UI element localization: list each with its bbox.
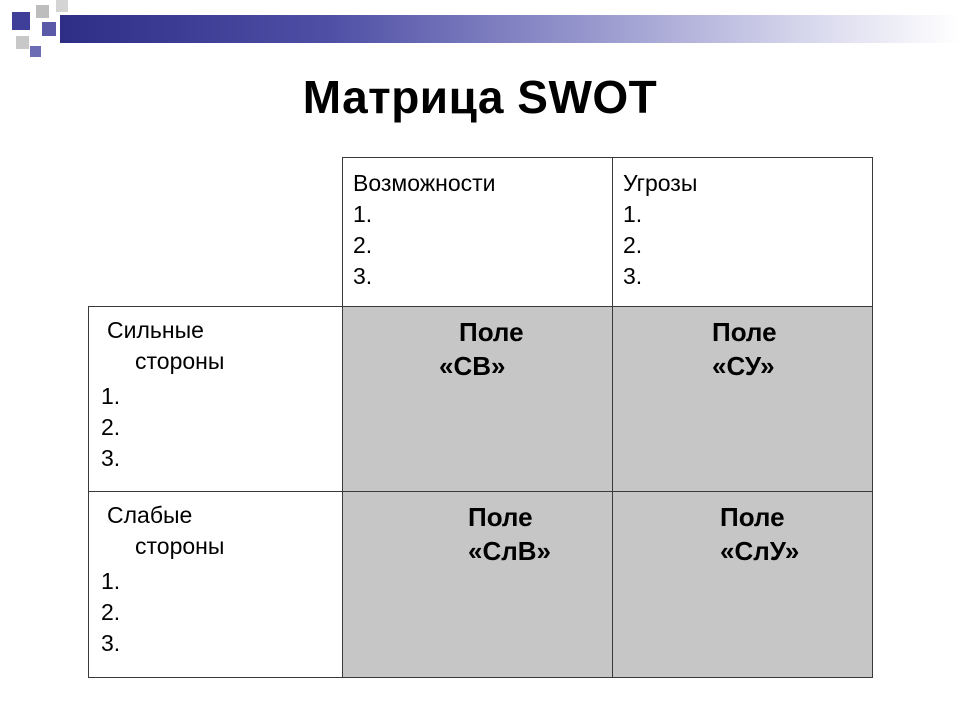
strengths-row-cell (88, 306, 343, 492)
field-su-cell (612, 306, 873, 492)
decor-square-grey (16, 36, 29, 49)
strengths-label-line2: стороны (135, 348, 225, 374)
list-item: 3. (623, 263, 643, 289)
strengths-label-line1: Сильные (107, 317, 204, 343)
list-item: 3. (353, 263, 373, 289)
list-item: 2. (353, 232, 373, 258)
field-slu-line1: Поле (720, 502, 785, 532)
threats-label: Угрозы (623, 170, 698, 196)
list-item: 1. (623, 201, 643, 227)
list-item: 3. (101, 445, 121, 471)
field-sv-line1: Поле (459, 317, 524, 347)
list-item: 1. (353, 201, 373, 227)
decor-square-blue (12, 12, 30, 30)
decor-square-grey (36, 5, 49, 18)
decor-square-blue (42, 22, 56, 36)
field-slv-line1: Поле (468, 502, 533, 532)
threats-header-cell (612, 157, 873, 307)
page-title: Матрица SWOT (302, 71, 658, 123)
field-slv-cell (342, 491, 613, 678)
weaknesses-label-line1: Слабые (107, 502, 193, 528)
list-item: 2. (623, 232, 643, 258)
field-slu-line2: «СлУ» (720, 536, 800, 566)
opportunities-list (353, 199, 612, 292)
list-item: 1. (101, 383, 121, 409)
list-item: 1. (101, 568, 121, 594)
field-su-line2: «СУ» (712, 351, 775, 381)
field-slu-cell (612, 491, 873, 678)
field-slv-line2: «СлВ» (468, 536, 551, 566)
strengths-list (101, 381, 342, 474)
list-item: 2. (101, 599, 121, 625)
field-su-line1: Поле (712, 317, 777, 347)
list-item: 2. (101, 414, 121, 440)
weaknesses-label-line2: стороны (135, 533, 225, 559)
decor-square-blue (30, 46, 41, 57)
threats-list (623, 199, 872, 292)
field-sv-cell (342, 306, 613, 492)
decor-square-grey (56, 0, 68, 12)
header-gradient-band (60, 15, 960, 43)
weaknesses-row-cell (88, 491, 343, 678)
opportunities-header-cell (342, 157, 613, 307)
list-item: 3. (101, 630, 121, 656)
weaknesses-list (101, 566, 342, 659)
field-sv-line2: «СВ» (439, 351, 506, 381)
opportunities-label: Возможности (353, 170, 496, 196)
